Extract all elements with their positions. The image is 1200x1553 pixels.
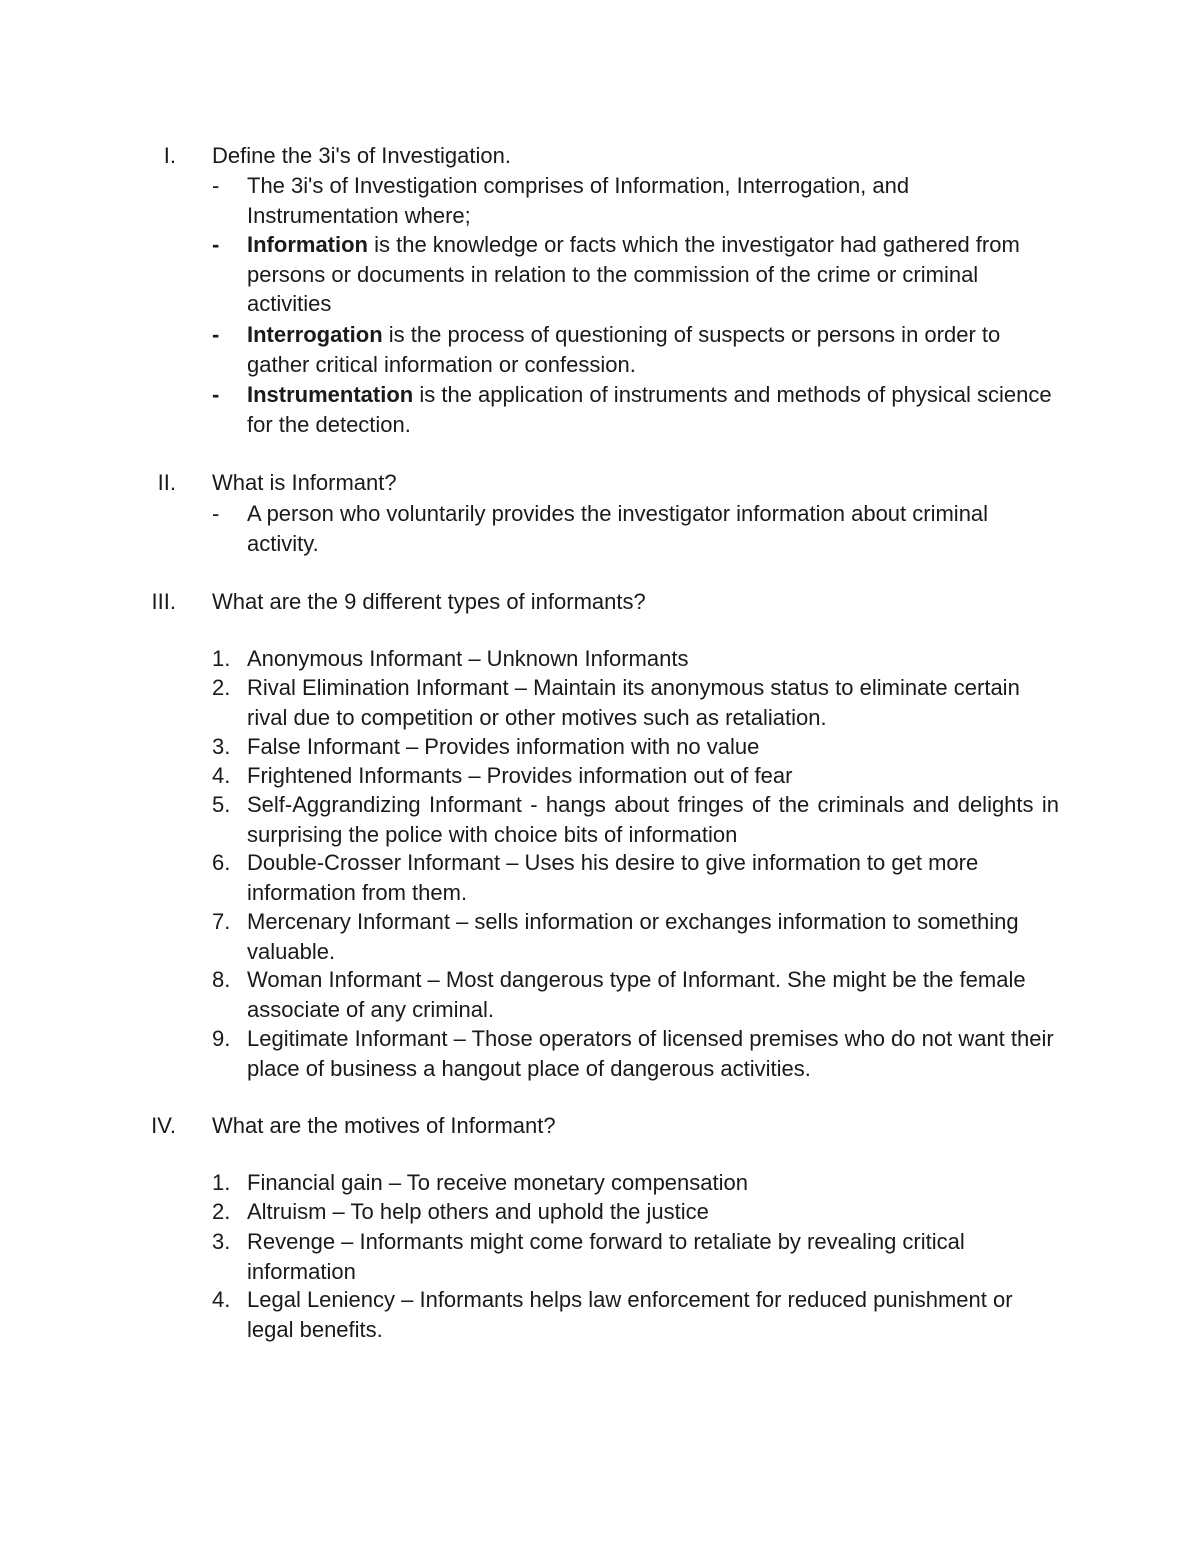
list-text: Financial gain – To receive monetary compensation — [247, 1170, 748, 1195]
section-numeral: I. — [163, 143, 176, 168]
definition-text: is the application of instruments and methods of physical science for the detection. — [247, 382, 1052, 437]
bullet-text — [247, 230, 1059, 319]
section-numeral: IV. — [151, 1113, 176, 1138]
section-heading: What are the motives of Informant? — [212, 1113, 556, 1138]
list-number: 1. — [212, 646, 231, 671]
list-text: Mercenary Informant – sells information or exchanges information to something valuable. — [247, 909, 1019, 964]
list-number: 4. — [212, 763, 231, 788]
section-heading: What are the 9 different types of informants? — [212, 589, 646, 614]
list-number: 3. — [212, 1229, 231, 1254]
term-information: Information — [247, 232, 368, 257]
definition-text: is the process of questioning of suspects or persons in order to gather critical information or confession. — [247, 322, 1001, 377]
term-interrogation: Interrogation — [247, 322, 383, 347]
list-text: Self-Aggrandizing Informant - hangs about fringes of the criminals and delights in surprising the police with choice bits of information — [247, 792, 1059, 847]
list-text: Frightened Informants – Provides information out of fear — [247, 763, 793, 788]
section-heading: What is Informant? — [212, 470, 397, 495]
list-number: 9. — [212, 1026, 231, 1051]
list-number: 2. — [212, 675, 231, 700]
list-text: Legitimate Informant – Those operators of licensed premises who do not want their place of business a hangout place of dangerous activities. — [247, 1026, 1054, 1081]
list-text: Double-Crosser Informant – Uses his desire to give information to get more information from them. — [247, 850, 979, 905]
dash-marker: - — [212, 501, 220, 526]
section-numeral: II. — [157, 470, 176, 495]
list-text: Revenge – Informants might come forward to retaliate by revealing critical information — [247, 1229, 965, 1284]
section-numeral: III. — [151, 589, 176, 614]
list-number: 2. — [212, 1199, 231, 1224]
bullet-text — [247, 380, 1059, 439]
bullet-text: A person who voluntarily provides the investigator information about criminal activity. — [247, 501, 989, 556]
list-number: 3. — [212, 734, 231, 759]
term-instrumentation: Instrumentation — [247, 382, 414, 407]
list-number: 7. — [212, 909, 231, 934]
list-text: Woman Informant – Most dangerous type of Informant. She might be the female associate of any criminal. — [247, 967, 1026, 1022]
list-text: Altruism – To help others and uphold the justice — [247, 1199, 709, 1224]
list-text: Anonymous Informant – Unknown Informants — [247, 646, 689, 671]
list-text: Legal Leniency – Informants helps law enforcement for reduced punishment or legal benefits. — [247, 1287, 1013, 1342]
dash-marker: - — [212, 322, 220, 347]
list-number: 8. — [212, 967, 231, 992]
bullet-text — [247, 320, 1059, 379]
list-number: 4. — [212, 1287, 231, 1312]
list-text: False Informant – Provides information with no value — [247, 734, 760, 759]
list-number: 1. — [212, 1170, 231, 1195]
list-number: 6. — [212, 850, 231, 875]
list-number: 5. — [212, 792, 231, 817]
bullet-text: The 3i's of Investigation comprises of Information, Interrogation, and Instrumentation where; — [247, 173, 910, 228]
dash-marker: - — [212, 232, 220, 257]
dash-marker: - — [212, 173, 220, 198]
list-text: Rival Elimination Informant – Maintain its anonymous status to eliminate certain rival due to competition or other motives such as retaliation. — [247, 675, 1020, 730]
definition-text: is the knowledge or facts which the investigator had gathered from persons or documents in relation to the commission of the crime or criminal activities — [247, 232, 1020, 316]
section-heading: Define the 3i's of Investigation. — [212, 143, 511, 168]
dash-marker: - — [212, 382, 220, 407]
